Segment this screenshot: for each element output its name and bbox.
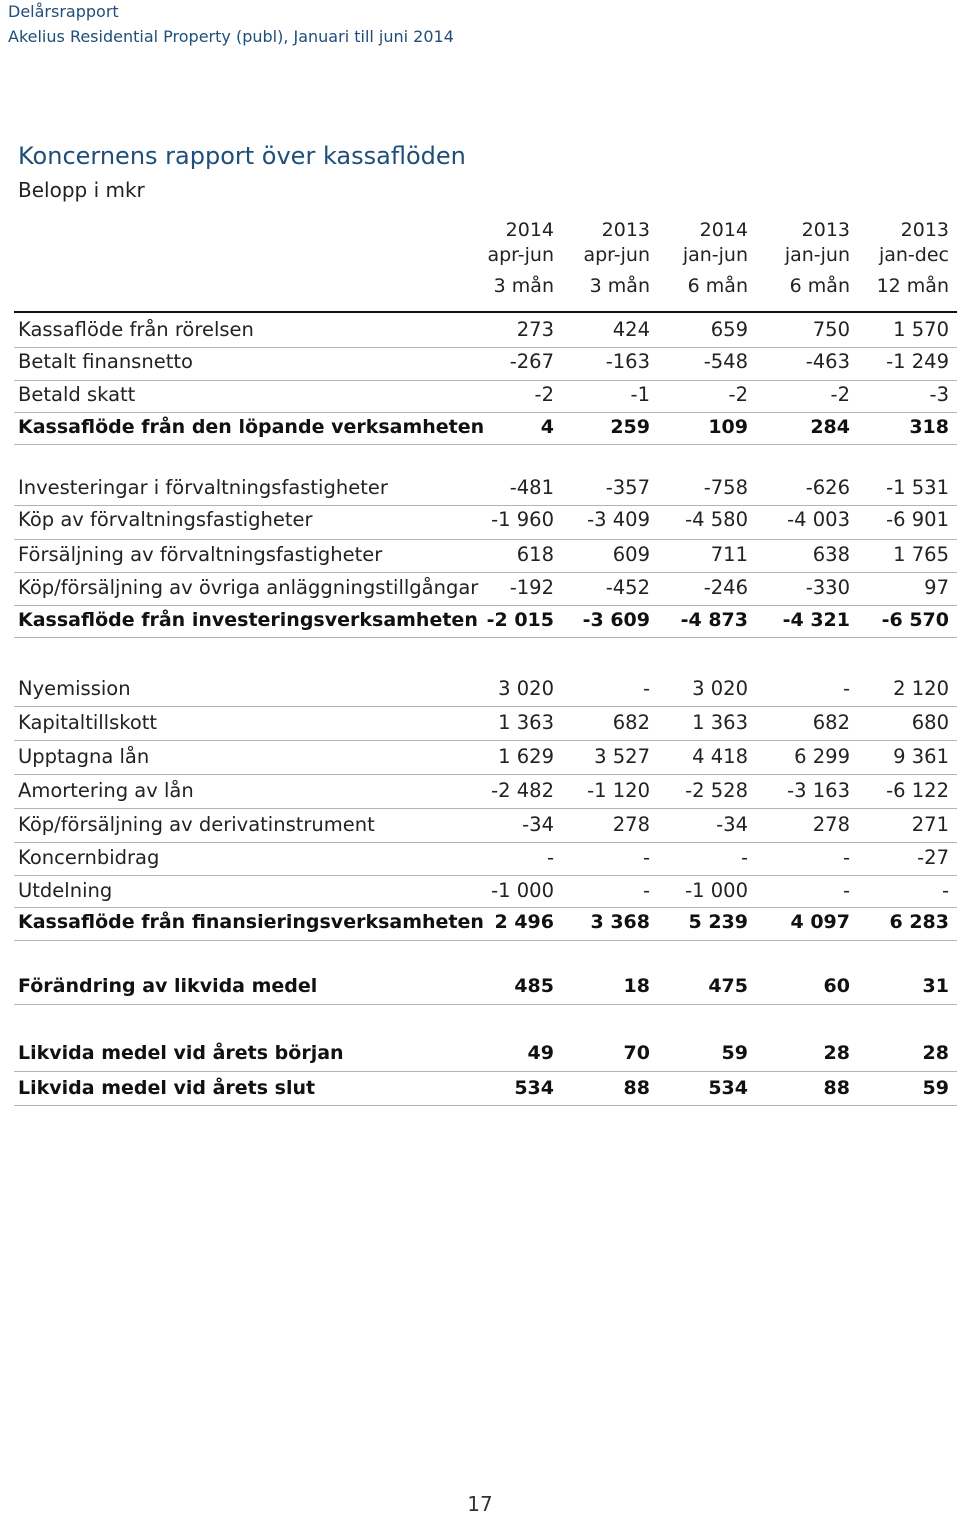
- row-divider: [14, 539, 957, 540]
- cell-value: -2 528: [685, 779, 748, 802]
- cell-value: 60: [823, 975, 850, 997]
- cell-value: -3 409: [587, 508, 650, 531]
- row-divider: [14, 808, 957, 809]
- row-divider: [14, 774, 957, 775]
- cell-value: 475: [708, 975, 748, 997]
- cell-value: -3 609: [582, 609, 650, 631]
- cell-value: 278: [612, 813, 650, 836]
- cell-value: 28: [922, 1042, 949, 1064]
- column-months: 6 mån: [789, 275, 850, 297]
- row-divider: [14, 444, 957, 445]
- table-row: [18, 677, 950, 705]
- table-row: [18, 383, 950, 411]
- column-period: apr-jun: [487, 244, 554, 266]
- cell-value: -1 960: [491, 508, 554, 531]
- table-row: [18, 350, 950, 378]
- cell-value: -2 482: [491, 779, 554, 802]
- cell-value: 3 020: [692, 677, 748, 700]
- cell-value: 682: [612, 711, 650, 734]
- column-months: 3 mån: [589, 275, 650, 297]
- row-divider: [14, 347, 957, 348]
- cell-value: 424: [612, 318, 650, 341]
- cell-value: -2: [728, 383, 748, 406]
- cell-value: -3 163: [787, 779, 850, 802]
- document-header-subtitle: Akelius Residential Property (publ), Januari till juni 2014: [8, 27, 454, 46]
- cell-value: -: [546, 846, 554, 869]
- cell-value: 3 527: [594, 745, 650, 768]
- column-header-2: [583, 218, 650, 299]
- table-row-subtotal: [18, 609, 950, 637]
- cell-value: -6 901: [886, 508, 949, 531]
- cell-value: -626: [805, 476, 850, 499]
- column-period: jan-jun: [682, 244, 748, 266]
- row-divider: [14, 842, 957, 843]
- cell-value: -1: [630, 383, 650, 406]
- column-year: 2013: [601, 219, 650, 241]
- table-row: [18, 813, 950, 841]
- row-label: Upptagna lån: [18, 745, 150, 768]
- row-label: Utdelning: [18, 879, 113, 902]
- row-label: Amortering av lån: [18, 779, 194, 802]
- row-label: Likvida medel vid årets början: [18, 1042, 344, 1064]
- cell-value: -758: [703, 476, 748, 499]
- row-label: Likvida medel vid årets slut: [18, 1077, 316, 1099]
- table-row-total: [18, 1042, 950, 1070]
- cell-value: -: [642, 846, 650, 869]
- cell-value: 680: [911, 711, 949, 734]
- cell-value: 97: [924, 576, 949, 599]
- column-header-1: [487, 218, 554, 299]
- row-label: Investeringar i förvaltningsfastigheter: [18, 476, 388, 499]
- report-title: Koncernens rapport över kassaflöden: [18, 142, 466, 170]
- cell-value: -481: [509, 476, 554, 499]
- cell-value: 1 570: [893, 318, 949, 341]
- cell-value: -2: [830, 383, 850, 406]
- page-number: 17: [467, 1492, 493, 1516]
- cell-value: 682: [812, 711, 850, 734]
- cell-value: 609: [612, 543, 650, 566]
- cell-value: 59: [922, 1077, 949, 1099]
- cell-value: -: [842, 879, 850, 902]
- cell-value: -34: [716, 813, 748, 836]
- cell-value: 5 239: [688, 911, 748, 933]
- column-months: 6 mån: [687, 275, 748, 297]
- cell-value: -246: [703, 576, 748, 599]
- column-header-5: [877, 218, 949, 299]
- cell-value: 59: [721, 1042, 748, 1064]
- column-months: 12 mån: [876, 275, 949, 297]
- cell-value: 88: [823, 1077, 850, 1099]
- cell-value: 9 361: [893, 745, 949, 768]
- row-label: Köp av förvaltningsfastigheter: [18, 508, 313, 531]
- cell-value: -1 249: [886, 350, 949, 373]
- cell-value: 485: [514, 975, 554, 997]
- cell-value: 3 368: [590, 911, 650, 933]
- cell-value: 4 418: [692, 745, 748, 768]
- cell-value: 4 097: [790, 911, 850, 933]
- cell-value: 278: [812, 813, 850, 836]
- row-label: Kassaflöde från den löpande verksamheten: [18, 416, 485, 438]
- table-row-total: [18, 1077, 950, 1105]
- table-row: [18, 508, 950, 536]
- row-label: Nyemission: [18, 677, 131, 700]
- cell-value: 534: [514, 1077, 554, 1099]
- cell-value: -267: [509, 350, 554, 373]
- cell-value: 271: [911, 813, 949, 836]
- row-divider: [14, 572, 957, 573]
- table-row-subtotal: [18, 416, 950, 444]
- report-unit: Belopp i mkr: [18, 178, 145, 202]
- cell-value: 2 120: [893, 677, 949, 700]
- row-divider: [14, 875, 957, 876]
- row-label: Betald skatt: [18, 383, 136, 406]
- cell-value: -3: [929, 383, 949, 406]
- row-divider: [14, 505, 957, 506]
- cell-value: -4 003: [787, 508, 850, 531]
- row-divider: [14, 940, 957, 941]
- cell-value: -192: [509, 576, 554, 599]
- cell-value: 109: [708, 416, 748, 438]
- table-row: [18, 576, 950, 604]
- row-label: Kassaflöde från rörelsen: [18, 318, 254, 341]
- cell-value: -1 120: [587, 779, 650, 802]
- row-divider: [14, 1071, 957, 1072]
- cell-value: -1 531: [886, 476, 949, 499]
- cell-value: -357: [605, 476, 650, 499]
- table-row: [18, 846, 950, 874]
- cell-value: 618: [516, 543, 554, 566]
- row-label: Förändring av likvida medel: [18, 975, 318, 997]
- column-period: apr-jun: [583, 244, 650, 266]
- cell-value: -4 580: [685, 508, 748, 531]
- row-divider: [14, 1004, 957, 1005]
- cell-value: 284: [810, 416, 850, 438]
- table-row: [18, 779, 950, 807]
- column-year: 2013: [900, 219, 949, 241]
- cell-value: -163: [605, 350, 650, 373]
- cell-value: 318: [909, 416, 949, 438]
- row-divider: [14, 907, 957, 908]
- cell-value: -1 000: [685, 879, 748, 902]
- cell-value: -: [642, 879, 650, 902]
- cell-value: 70: [623, 1042, 650, 1064]
- row-divider: [14, 380, 957, 381]
- cell-value: -: [642, 677, 650, 700]
- row-divider: [14, 1105, 957, 1106]
- header-rule: [14, 311, 957, 313]
- cell-value: 2 496: [494, 911, 554, 933]
- cell-value: -6 570: [881, 609, 949, 631]
- cell-value: 6 299: [794, 745, 850, 768]
- row-label: Kapitaltillskott: [18, 711, 158, 734]
- cell-value: 534: [708, 1077, 748, 1099]
- table-row: [18, 745, 950, 773]
- cell-value: 1 363: [498, 711, 554, 734]
- cell-value: -: [842, 846, 850, 869]
- row-divider: [14, 605, 957, 606]
- cell-value: 31: [922, 975, 949, 997]
- cell-value: -6 122: [886, 779, 949, 802]
- cell-value: -: [740, 846, 748, 869]
- row-divider: [14, 706, 957, 707]
- table-row: [18, 711, 950, 739]
- cell-value: -34: [522, 813, 554, 836]
- row-label: Försäljning av förvaltningsfastigheter: [18, 543, 383, 566]
- row-label: Betalt finansnetto: [18, 350, 193, 373]
- table-row: [18, 476, 950, 504]
- table-row-subtotal: [18, 911, 950, 939]
- cell-value: 638: [812, 543, 850, 566]
- cell-value: 49: [527, 1042, 554, 1064]
- column-header-4: [785, 218, 850, 299]
- table-row: [18, 879, 950, 907]
- column-period: jan-jun: [784, 244, 850, 266]
- column-header-3: [683, 218, 748, 299]
- document-header-title: Delårsrapport: [8, 2, 119, 21]
- cell-value: 1 363: [692, 711, 748, 734]
- cell-value: 6 283: [889, 911, 949, 933]
- cell-value: 28: [823, 1042, 850, 1064]
- cell-value: 1 765: [893, 543, 949, 566]
- column-period: jan-dec: [878, 244, 949, 266]
- row-divider: [14, 637, 957, 638]
- row-label: Köp/försäljning av derivatinstrument: [18, 813, 375, 836]
- table-row: [18, 543, 950, 571]
- cell-value: -452: [605, 576, 650, 599]
- row-divider: [14, 412, 957, 413]
- cell-value: 4: [540, 416, 554, 438]
- column-year: 2013: [801, 219, 850, 241]
- cell-value: -330: [805, 576, 850, 599]
- cell-value: 1 629: [498, 745, 554, 768]
- cell-value: -548: [703, 350, 748, 373]
- cell-value: 750: [812, 318, 850, 341]
- cell-value: 18: [623, 975, 650, 997]
- column-year: 2014: [505, 219, 554, 241]
- column-months: 3 mån: [493, 275, 554, 297]
- cell-value: -2: [534, 383, 554, 406]
- table-row: [18, 318, 950, 346]
- cell-value: -4 321: [782, 609, 850, 631]
- cell-value: 3 020: [498, 677, 554, 700]
- cell-value: -463: [805, 350, 850, 373]
- cell-value: -27: [917, 846, 949, 869]
- row-label: Kassaflöde från investeringsverksamheten: [18, 609, 478, 631]
- row-divider: [14, 740, 957, 741]
- column-year: 2014: [699, 219, 748, 241]
- cell-value: 88: [623, 1077, 650, 1099]
- cell-value: -2 015: [486, 609, 554, 631]
- cell-value: 659: [710, 318, 748, 341]
- row-label: Koncernbidrag: [18, 846, 160, 869]
- cell-value: 711: [710, 543, 748, 566]
- cell-value: 273: [516, 318, 554, 341]
- cell-value: 259: [610, 416, 650, 438]
- table-row-total: [18, 975, 950, 1003]
- row-label: Köp/försäljning av övriga anläggningstillgångar: [18, 576, 479, 599]
- cell-value: -: [941, 879, 949, 902]
- cell-value: -: [842, 677, 850, 700]
- row-label: Kassaflöde från finansieringsverksamheten: [18, 911, 484, 933]
- cell-value: -1 000: [491, 879, 554, 902]
- cell-value: -4 873: [680, 609, 748, 631]
